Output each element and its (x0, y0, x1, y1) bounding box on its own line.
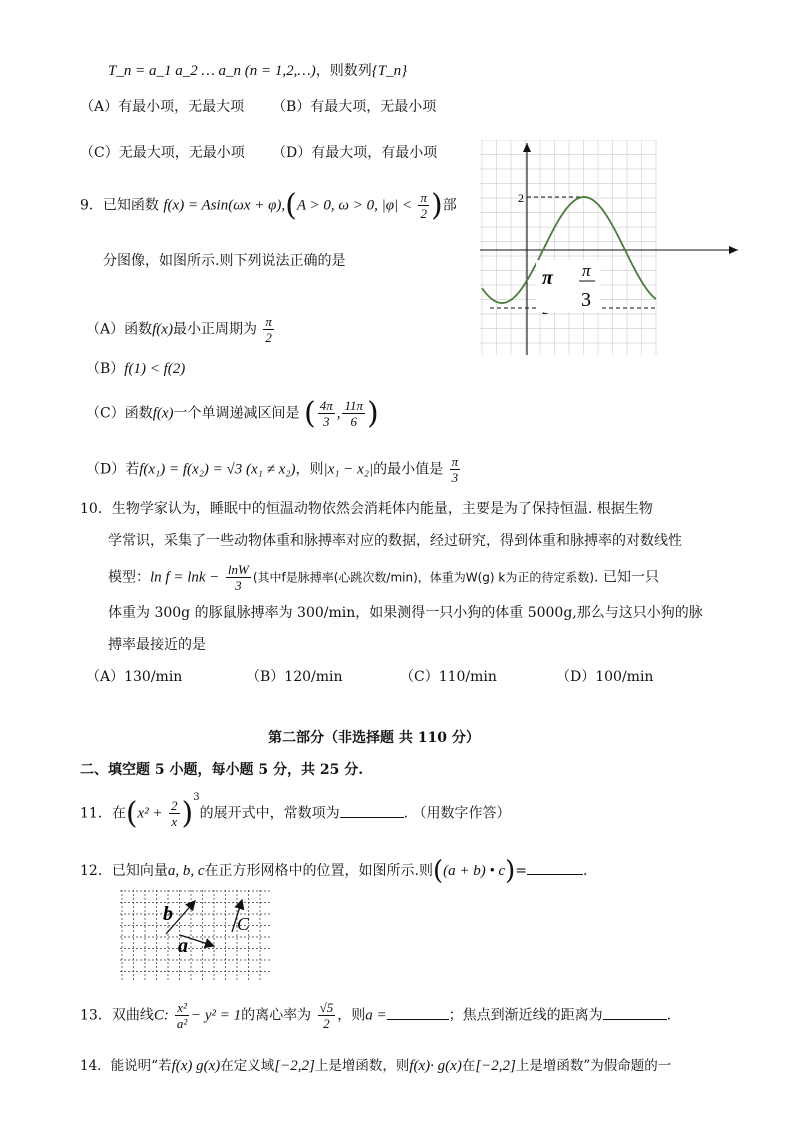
label-vector-c: C (237, 914, 250, 934)
label-pi3-den: 3 (581, 289, 591, 311)
q8-option-a[interactable]: （A）有最小项，无最大项 (80, 99, 245, 115)
part2-title: 第二部分（非选择题 共 110 分） (268, 730, 480, 746)
q10-line4: 体重为 300g 的豚鼠脉搏率为 300/min，如果测得一只小狗的体重 5000g,那么与这只小狗的脉 (108, 605, 703, 621)
q14: 14．能说明“若f(x) g(x)在定义域[−2,2]上是增函数，则f(x)· g(x)在[−2,2]上是增函数”为假命题的一 (80, 1058, 672, 1074)
q9-graph (480, 140, 742, 358)
q11: 11．在(x² + $\frac{2}{x}$ )$^3$的展开式中，常数项为 . （用数字作答） (80, 791, 511, 831)
q8-option-d[interactable]: （D）有最大项，有最小项 (272, 145, 438, 161)
q10-model: 模型：ln f = lnk − $\frac{\ln W}{3}$ (其中f是脉搏率(心跳次数/min)，体重为W(g) k为正的待定系数). 已知一只 (108, 562, 659, 593)
label-max: 2 (518, 191, 524, 205)
q8-formula: T_n = a_1 a_2 … a_n (n = 1,2,…)，则数列{T_n} (108, 63, 408, 79)
q9-option-b[interactable]: （B）f(1) < f(2) (86, 361, 186, 377)
q10-option-a[interactable]: （A）130/min (86, 669, 183, 685)
q8-option-b[interactable]: （B）有最大项，无最小项 (272, 99, 437, 115)
label-vector-b: b (163, 903, 173, 925)
vector-grid-lines (120, 890, 270, 980)
q10-line2: 学常识，采集了一些动物体重和脉搏率对应的数据，经过研究，得到体重和脉搏率的对数线性 (108, 533, 682, 549)
q13-blank-distance[interactable] (603, 1005, 667, 1020)
q12-vector-grid (118, 888, 274, 984)
graph-grid (480, 140, 656, 355)
label-pi: π (542, 267, 553, 289)
q10-option-b[interactable]: （B）120/min (246, 669, 343, 685)
q12: 12．已知向量a, b, c在正方形网格中的位置，如图所示.则((a + b) • c)= . (80, 856, 588, 886)
x-axis-arrow-icon (729, 246, 738, 254)
y-axis-arrow-icon (523, 143, 531, 152)
label-vector-a: a (178, 935, 188, 957)
q10-option-d[interactable]: （D）100/min (556, 669, 654, 685)
q9-stem: 9．已知函数 f(x) = Asin(ωx + φ),(A > 0, ω > 0, |φ| < $\frac{\pi}{2}$ )部 (80, 188, 457, 223)
q13: 13．双曲线C: $\frac{\text{x²}}{\text{a²}}$ − y² = 1的离心率为 $\frac{√5}{2}$ ，则a = ；焦点到渐近线的距离为 . (80, 1000, 672, 1031)
label-pi3-num: π (582, 261, 591, 280)
q12-answer-blank[interactable] (527, 860, 583, 875)
q9-option-c[interactable]: （C）函数f(x)一个单调递减区间是 ( $\frac{4\pi}{3}$ , $\frac{11\pi}{6}$ ) (86, 396, 379, 431)
q10-line1: 10．生物学家认为，睡眠中的恒温动物依然会消耗体内能量，主要是为了保持恒温. 根据生物 (80, 501, 653, 517)
q8-option-c[interactable]: （C）无最大项，无最小项 (80, 145, 245, 161)
q9-option-d[interactable]: （D）若f(x₁) = f(x₂) = √3 (x₁ ≠ x₂)，则|x₁ − x₂|的最小值是 $\frac{\pi}{3}$ (86, 454, 459, 485)
q10-line5: 搏率最接近的是 (108, 637, 206, 653)
q9-option-a[interactable]: （A）函数f(x)最小正周期为 $\frac{\pi}{2}$ (86, 314, 272, 345)
q13-blank-a[interactable] (387, 1005, 449, 1020)
q10-option-c[interactable]: （C）110/min (400, 669, 497, 685)
q11-answer-blank[interactable] (340, 803, 404, 818)
q9-stem-line2: 分图像，如图所示.则下列说法正确的是 (103, 253, 346, 269)
section-title: 二、填空题 5 小题，每小题 5 分，共 25 分. (80, 762, 364, 778)
